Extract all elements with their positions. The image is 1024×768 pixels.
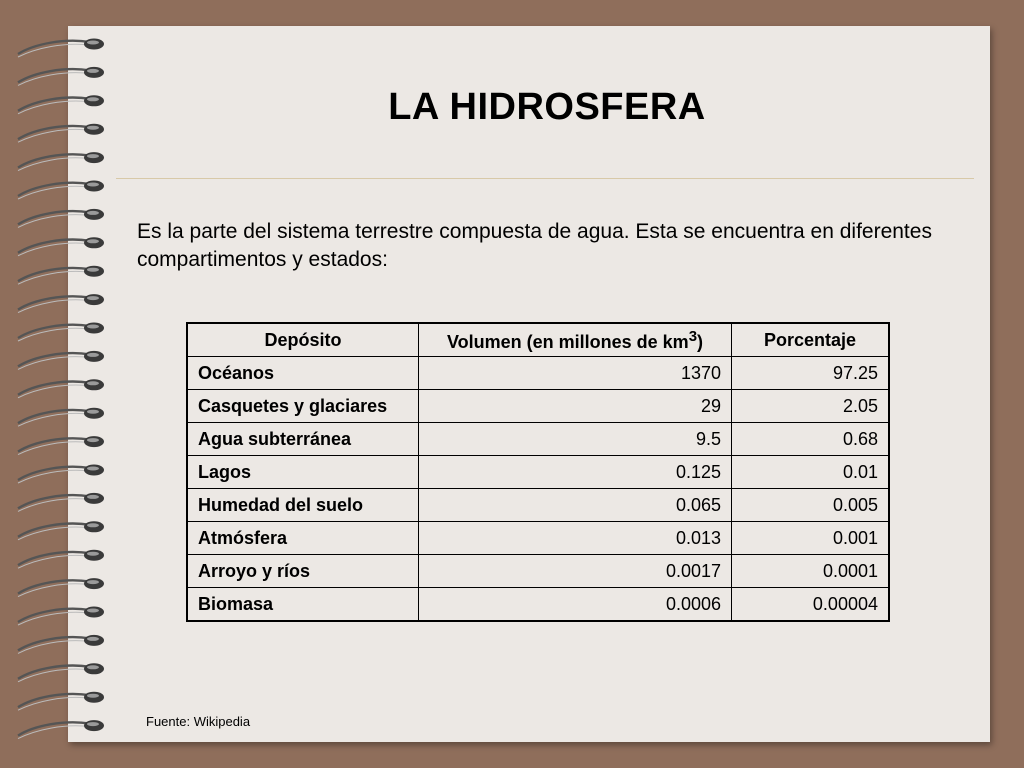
cell-deposit: Agua subterránea — [187, 423, 419, 456]
spiral-ring — [18, 351, 104, 370]
header-deposit: Depósito — [187, 323, 419, 357]
spiral-ring — [18, 521, 104, 540]
spiral-ring — [18, 408, 104, 427]
cell-deposit: Casquetes y glaciares — [187, 390, 419, 423]
header-percent: Porcentaje — [732, 323, 890, 357]
cell-percent: 0.001 — [732, 522, 890, 555]
spiral-ring — [18, 465, 104, 484]
spiral-ring — [18, 266, 104, 285]
hydrosphere-table — [186, 322, 890, 622]
spiral-ring — [18, 379, 104, 398]
header-volume-close: ) — [697, 331, 704, 352]
source-note: Fuente: Wikipedia — [146, 714, 251, 729]
cell-percent: 0.01 — [732, 456, 890, 489]
cell-percent: 0.0001 — [732, 555, 890, 588]
cell-volume: 0.125 — [419, 456, 732, 489]
spiral-ring — [18, 181, 104, 200]
table-row — [187, 555, 889, 588]
table-row — [187, 390, 889, 423]
cell-deposit: Atmósfera — [187, 522, 419, 555]
cell-percent: 0.00004 — [732, 588, 890, 622]
cell-deposit: Océanos — [187, 357, 419, 390]
spiral-ring — [18, 720, 104, 739]
spiral-ring — [18, 67, 104, 86]
spiral-ring — [18, 294, 104, 313]
cell-deposit: Lagos — [187, 456, 419, 489]
spiral-ring — [18, 550, 104, 569]
table-header-row — [187, 323, 889, 357]
title-divider — [116, 178, 974, 179]
header-volume-exponent: 3 — [688, 327, 698, 345]
cell-deposit: Biomasa — [187, 588, 419, 622]
table-row — [187, 456, 889, 489]
cell-percent: 2.05 — [732, 390, 890, 423]
spiral-ring — [18, 152, 104, 171]
cell-percent: 97.25 — [732, 357, 890, 390]
slide-description: Es la parte del sistema terrestre compuesta de agua. Esta se encuentra en diferentes compartimentos y estados: — [137, 220, 932, 271]
cell-volume: 0.0017 — [419, 555, 732, 588]
table-row — [187, 423, 889, 456]
header-volume-text: Volumen (en millones de km — [446, 331, 689, 352]
spiral-ring — [18, 323, 104, 342]
spiral-ring — [18, 237, 104, 256]
slide-title: LA HIDROSFERA — [388, 86, 706, 128]
table-row — [187, 489, 889, 522]
spiral-ring — [18, 635, 104, 654]
cell-deposit: Humedad del suelo — [187, 489, 419, 522]
cell-deposit: Arroyo y ríos — [187, 555, 419, 588]
table-row — [187, 522, 889, 555]
cell-volume: 29 — [419, 390, 732, 423]
cell-volume: 0.0006 — [419, 588, 732, 622]
cell-volume: 0.065 — [419, 489, 732, 522]
spiral-ring — [18, 39, 104, 58]
table-row — [187, 588, 889, 622]
cell-volume: 1370 — [419, 357, 732, 390]
spiral-binding — [14, 30, 114, 740]
cell-volume: 9.5 — [419, 423, 732, 456]
cell-percent: 0.005 — [732, 489, 890, 522]
spiral-ring — [18, 436, 104, 455]
table-row — [187, 357, 889, 390]
spiral-ring — [18, 663, 104, 682]
spiral-ring — [18, 209, 104, 228]
cell-volume: 0.013 — [419, 522, 732, 555]
spiral-ring — [18, 607, 104, 626]
header-volume — [419, 323, 732, 357]
spiral-ring — [18, 493, 104, 512]
spiral-ring — [18, 578, 104, 597]
spiral-ring — [18, 692, 104, 711]
cell-percent: 0.68 — [732, 423, 890, 456]
